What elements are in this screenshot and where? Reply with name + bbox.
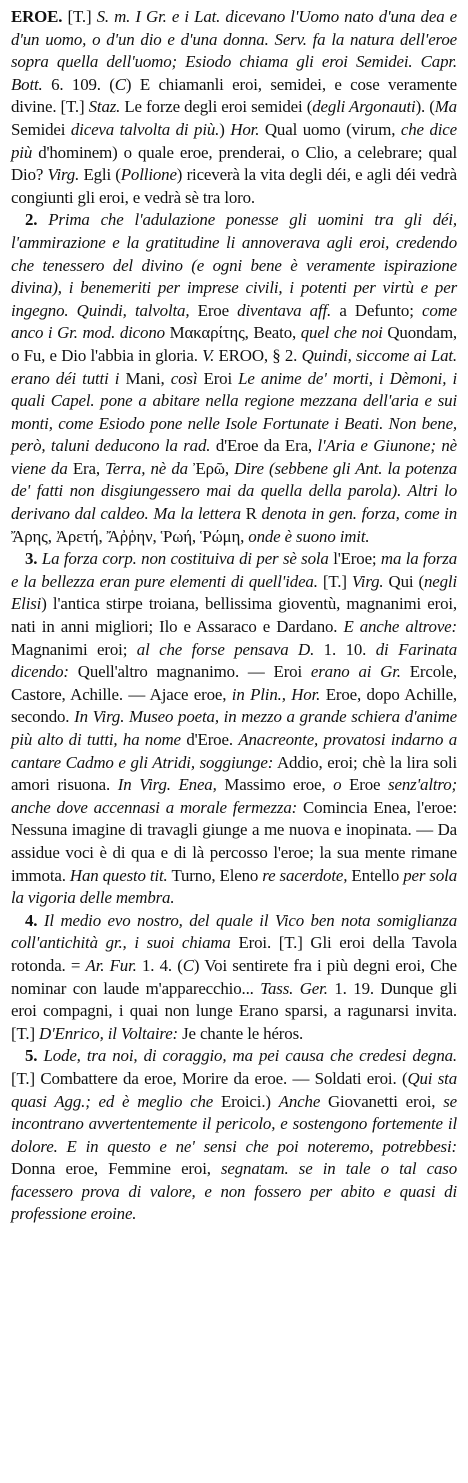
italic-text: C xyxy=(182,955,194,975)
italic-text: In Virg. Enea, xyxy=(117,775,217,795)
sense-number: 4. xyxy=(25,910,38,930)
italic-text: così xyxy=(170,368,198,388)
roman-text: Qui ( xyxy=(383,571,424,591)
roman-text: ) E chiamanli eroi, semidei, e cose veramente divine. [T.] xyxy=(11,74,457,117)
italic-text: o xyxy=(333,775,342,795)
italic-text: l'Aria e Giunone; nè viene da xyxy=(11,436,457,478)
entry-paragraph-intro xyxy=(11,6,457,209)
italic-text: D'Enrico, il Voltaire: xyxy=(39,1023,179,1043)
roman-text: d'Eroe da Era, xyxy=(210,436,318,456)
roman-text: Eroi xyxy=(197,368,239,388)
italic-text: Terra, nè da xyxy=(105,458,188,478)
italic-text: denota in gen. forza, come in xyxy=(261,504,457,524)
italic-text: che dice più xyxy=(11,119,457,162)
roman-text: Egli ( xyxy=(79,165,121,185)
italic-text: S. m. I Gr. e i Lat. dicevano l'Uomo nato d'una dea e d'un uomo, o d'un dio e d'una donna. Serv. fa la natura dell'eroe sopra quella dell'uomo; Esiodo chiama gli eroi Semidei. Capr. Bott. xyxy=(11,7,457,94)
italic-text: Ar. Fur. xyxy=(85,955,137,975)
roman-text: Giovanetti eroi, xyxy=(320,1091,444,1111)
italic-text: Dire (sebbene gli Ant. la potenza de' fatti non disgiungessero mai da quella della parola). Altri lo derivano dal caldeo. Ma la lettera xyxy=(11,458,457,524)
roman-text: Eroe, dopo Achille, secondo. xyxy=(11,684,458,727)
italic-text: Staz. xyxy=(88,97,121,117)
roman-text: ). ( xyxy=(415,97,435,117)
italic-text: di Farinata dicendo: xyxy=(11,639,457,682)
italic-text: segnatam. se in tale o tal caso facessero prova di valore, e non fossero per abito e quasi di professione eroine. xyxy=(11,1159,457,1224)
roman-text: Semidei xyxy=(11,119,71,139)
italic-text: Lode, tra noi, di coraggio, ma pei causa che credesi degna. xyxy=(37,1046,457,1066)
italic-text: Virg. xyxy=(351,571,384,591)
italic-text: per sola la vigoria delle membra. xyxy=(11,865,457,908)
roman-text: Mani, xyxy=(119,368,171,388)
italic-text: diventava aff. xyxy=(237,300,332,320)
entry-headword: EROE. xyxy=(11,7,63,26)
italic-text: Anche xyxy=(278,1091,321,1111)
italic-text: Anacreonte, provatosi indarno a cantare Cadmo e gli Atridi, soggiunge: xyxy=(11,730,457,772)
roman-text: [T.] xyxy=(62,7,97,26)
entry-paragraph-4 xyxy=(11,910,457,1046)
italic-text: degli Argonauti xyxy=(312,97,416,117)
entry-paragraph-2 xyxy=(11,209,457,548)
italic-text: Il medio evo nostro, del quale il Vico ben nota somiglianza coll'antichità gr., i suoi chiama xyxy=(11,910,457,953)
italic-text: come anco i Gr. mod. dicono xyxy=(11,300,458,343)
roman-text: a Defunto; xyxy=(331,300,422,320)
sense-number: 3. xyxy=(25,549,38,569)
roman-text: Donna eroe, Femmine eroi, xyxy=(11,1159,221,1179)
italic-text: ma la forza e la bellezza eran pure elementi di quell'idea. xyxy=(11,549,457,591)
italic-text: Tass. Ger. xyxy=(260,978,328,998)
italic-text: Hor. xyxy=(230,119,260,139)
italic-text: La forza corp. non costituiva di per sè sola xyxy=(37,549,329,569)
roman-text: Quell'altro magnanimo. — Eroi xyxy=(68,662,311,682)
italic-text: V. xyxy=(202,345,215,365)
italic-text: Qui sta quasi Agg.; ed è meglio che xyxy=(11,1068,457,1111)
italic-text: onde è suono imit. xyxy=(248,526,370,546)
italic-text: Ma xyxy=(434,97,457,117)
roman-text: EROO, § 2. xyxy=(214,345,302,365)
roman-text: Le forze degli eroi semidei ( xyxy=(120,97,313,117)
roman-text: Ἐρῶ, xyxy=(187,458,235,478)
italic-text: al che forse pensava D. xyxy=(136,639,315,659)
roman-text: 1. 19. Dunque gli eroi compagni, i quai non lunge Erano sparsi, a ragunarsi invita. [T.] xyxy=(11,978,458,1043)
roman-text: ) riceverà la vita degli déi, e agli déi vedrà congiunti gli eroi, e vedrà sè tra loro. xyxy=(11,165,457,207)
roman-text: ) l'antica stirpe troiana, bellissima gioventù, magnanimi eroi, nati in anni migliori; Ilo e Assaraco e Dardano. xyxy=(11,594,457,637)
roman-text: Magnanimi eroi; xyxy=(11,639,137,659)
italic-text: Prima che l'adulazione ponesse gli uomini tra gli déi, l'ammirazione e la gratitudine li annoverava agli eroi, credendo che tenessero del divino (e ogni bene è veramente ispirazione divina), i benemeriti per imprese civili, i potenti per virtù e per ingegno. Quindi, talvolta, xyxy=(11,210,457,320)
roman-text: Eroici.) xyxy=(213,1091,279,1111)
roman-text: Massimo eroe, xyxy=(216,775,334,795)
italic-text: Le anime de' morti, i Dèmoni, i quali Capel. pone a abitare nella regione mezzana dell'aria e sui monti, come Esiodo pone nelle Isole Fortunate i Beati. Non bene, però, taluni deducono la rad. xyxy=(11,368,457,456)
roman-text: Quondam, o Fu, e Dio l'abbia in gloria. xyxy=(11,323,458,365)
italic-text: C xyxy=(114,74,126,94)
roman-text: [T.] xyxy=(317,571,352,591)
roman-text: Addio, eroi; chè la lira soli amori risuona. xyxy=(11,752,457,795)
roman-text: Ercole, Castore, Achille. — Ajace eroe, xyxy=(11,662,457,704)
roman-text: Comincia Enea, l'eroe: Nessuna imagine di travagli giunge a me nuova e inopinata. — Da assidue voci è di qua e di là percosso l'eroe; la sua mente rimane immota. xyxy=(11,797,457,885)
italic-text: re sacerdote, xyxy=(262,865,348,885)
roman-text: ) xyxy=(219,119,231,139)
roman-text: d'hominem) o quale eroe, prenderai, o Clio, a celebrare; qual Dio? xyxy=(11,142,457,185)
sense-number: 5. xyxy=(25,1046,38,1066)
roman-text: d'Eroe. xyxy=(180,730,239,749)
roman-text: 1. 10. xyxy=(314,639,376,659)
entry-paragraph-5 xyxy=(11,1045,457,1226)
roman-text: Μακαρίτης, Beato, xyxy=(164,323,301,343)
roman-text: ) Voi sentirete fra i più degni eroi, Che nominar con laude m'apparecchio... xyxy=(11,955,458,998)
italic-text: erano ai Gr. xyxy=(310,662,401,682)
italic-text: negli Elisi xyxy=(11,571,457,614)
italic-text: Han questo tit. xyxy=(69,865,168,885)
roman-text: R xyxy=(240,504,262,524)
roman-text: Era, xyxy=(67,458,106,478)
roman-text: Eroe xyxy=(341,775,389,795)
roman-text: [T.] Combattere da eroe, Morire da eroe. — Soldati eroi. ( xyxy=(11,1068,408,1088)
italic-text: Pollione xyxy=(120,165,177,185)
entry-paragraph-3 xyxy=(11,548,457,910)
sense-number: 2. xyxy=(25,210,38,230)
roman-text: Turno, Eleno xyxy=(167,865,263,885)
roman-text: Qual uomo (virum, xyxy=(259,119,401,139)
roman-text: Entello xyxy=(347,865,404,885)
roman-text: 1. 4. ( xyxy=(136,955,183,975)
roman-text: Eroi. [T.] Gli eroi della Tavola rotonda. = xyxy=(11,933,457,975)
roman-text: Ἄρης, Ἀρετή, Ἄῤῥην, Ῥωή, Ῥώμη, xyxy=(11,526,249,546)
italic-text: se incontrano avvertentemente il pericolo, e sostengono fortemente il dolore. E in questo e ne' sensi che poi noteremo, potrebbesi: xyxy=(11,1091,458,1156)
roman-text: Je chante le héros. xyxy=(178,1023,304,1043)
roman-text: l'Eroe; xyxy=(328,549,381,569)
italic-text: diceva talvolta di più. xyxy=(70,119,220,139)
italic-text: quel che noi xyxy=(300,323,383,343)
italic-text: senz'altro; anche dove accennasi a morale fermezza: xyxy=(11,775,457,817)
italic-text: In Virg. Museo poeta, in mezzo a grande schiera d'anime più alto di tutti, ha nome xyxy=(11,707,457,749)
italic-text: in Plin., Hor. xyxy=(231,684,321,704)
italic-text: Virg. xyxy=(47,165,80,185)
roman-text: 6. 109. ( xyxy=(42,74,115,94)
italic-text: E anche altrove: xyxy=(343,617,457,637)
roman-text: Eroe xyxy=(189,300,238,320)
italic-text: Quindi, siccome ai Lat. erano déi tutti i xyxy=(11,345,457,388)
dictionary-entry-eroe xyxy=(11,6,457,1226)
